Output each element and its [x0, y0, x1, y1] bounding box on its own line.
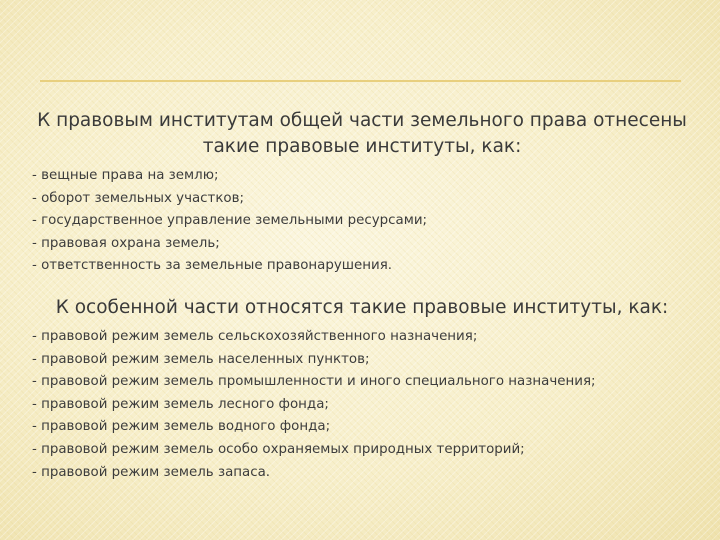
list-item: - оборот земельных участков;	[32, 190, 245, 206]
list-item: - государственное управление земельными ресурсами;	[32, 213, 428, 229]
title-divider-line	[40, 80, 681, 82]
general-part-list	[32, 165, 692, 278]
list-item: - правовая охрана земель;	[32, 235, 220, 251]
list-item: - правовой режим земель лесного фонда;	[32, 396, 329, 412]
list-item: - вещные права на землю;	[32, 168, 219, 183]
special-part-heading: К особенной части относятся такие правовые институты, как:	[55, 296, 669, 318]
list-item: - правовой режим земель промышленности и иного специального назначения;	[32, 374, 596, 390]
list-item: - правовой режим земель населенных пунктов;	[32, 351, 370, 367]
list-item: - правовой режим земель особо охраняемых природных территорий;	[32, 441, 525, 457]
list-item: - правовой режим земель сельскохозяйственного назначения;	[32, 328, 478, 344]
list-item: - правовой режим земель водного фонда;	[32, 419, 331, 435]
list-item: - ответственность за земельные правонарушения.	[32, 258, 393, 274]
slide-content	[32, 108, 692, 484]
list-item: - правовой режим земель запаса.	[32, 464, 271, 480]
special-part-list	[32, 326, 692, 484]
general-part-heading: К правовым институтам общей части земельного права отнесены такие правовые институты, как:	[37, 110, 687, 157]
